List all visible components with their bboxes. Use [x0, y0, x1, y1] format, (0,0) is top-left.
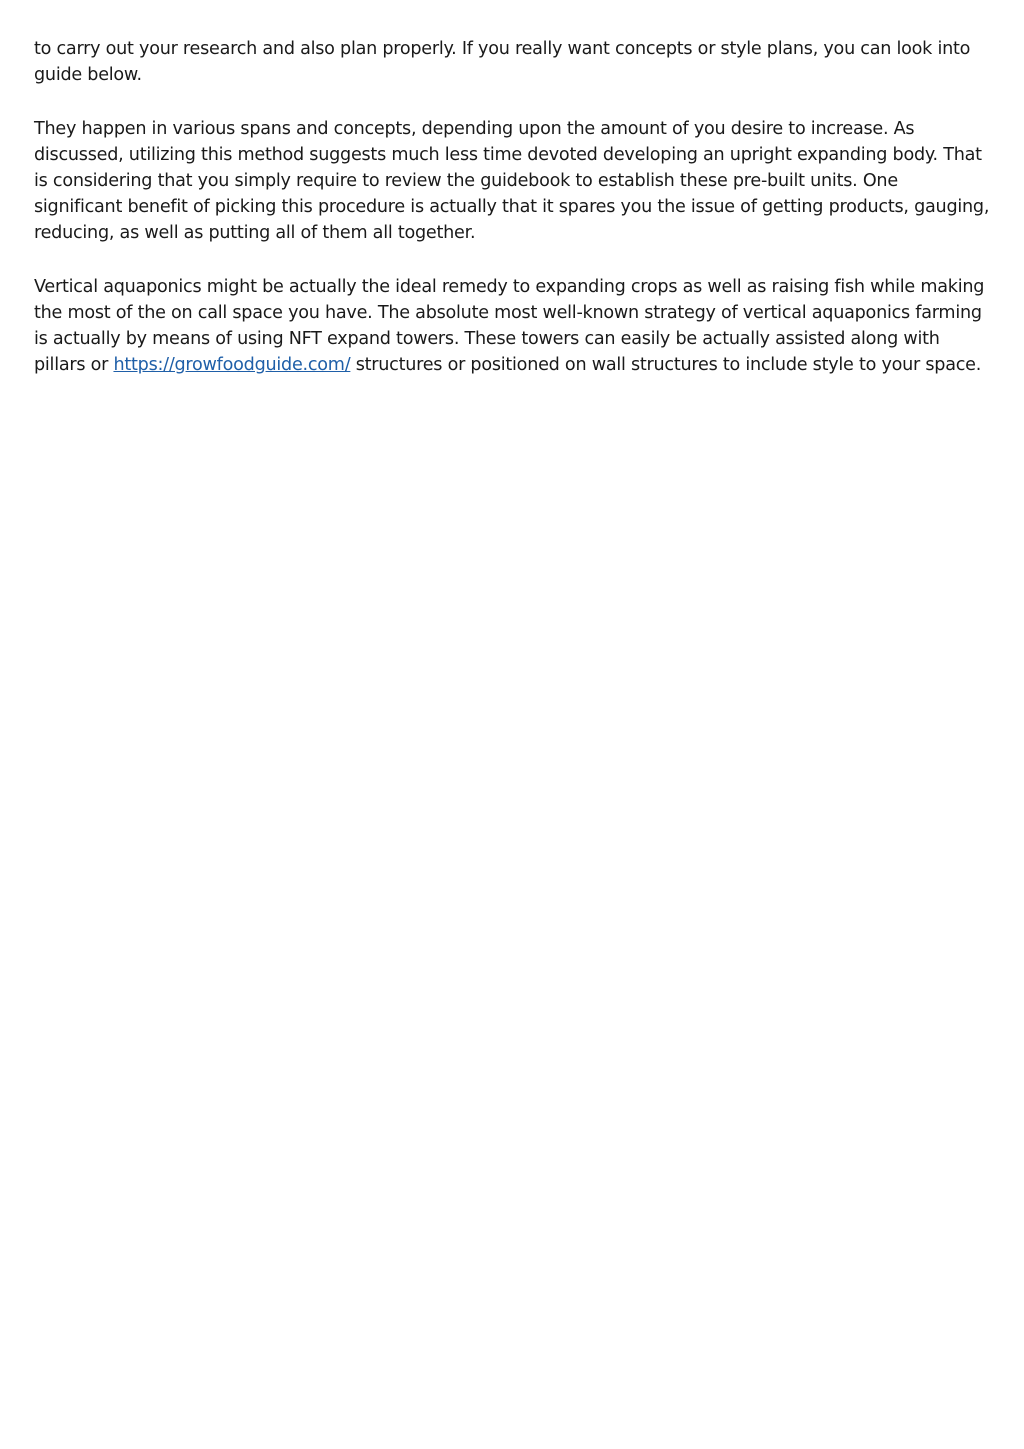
paragraph-2: They happen in various spans and concepts, depending upon the amount of you desire to increase. As discussed, utilizing this method suggests much less time devoted developing an upright expanding body. That is considering that you simply require to review the guidebook to establish these pre-built units. One significant benefit of picking this procedure is actually that it spares you the issue of getting products, gauging, reducing, as well as putting all of them all together. — [34, 119, 990, 243]
paragraph-3 — [34, 274, 990, 378]
paragraph-3-text-before-link: Vertical aquaponics might be actually the ideal remedy to expanding crops as well as raising fish while making the most of the on call space you have. The absolute most well-known strategy of vertical aquaponics farming is actually by means of using NFT expand towers. These towers can easily be actually assisted along with pillars or — [34, 277, 985, 375]
paragraph-3-text-after-link: structures or positioned on wall structures to include style to your space. — [350, 355, 982, 375]
paragraph-1: to carry out your research and also plan properly. If you really want concepts or style plans, you can look into guide below. — [34, 39, 971, 85]
growfoodguide-link[interactable]: https://growfoodguide.com/ — [113, 355, 351, 375]
